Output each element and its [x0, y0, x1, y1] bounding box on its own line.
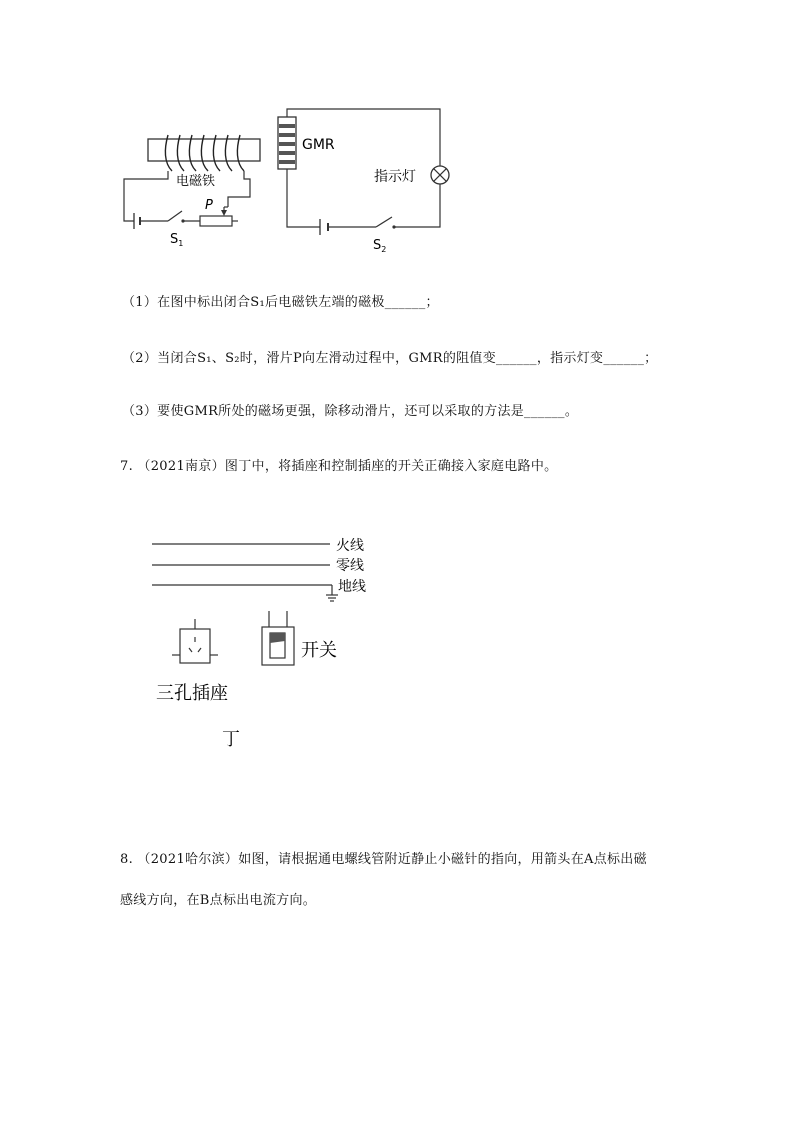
- question-7-text: 7. （2021南京）图丁中，将插座和控制插座的开关正确接入家庭电路中。: [120, 459, 558, 474]
- right-circuit-wires: [287, 109, 440, 227]
- socket-label: 三孔插座: [156, 683, 228, 704]
- electromagnet-label: 电磁铁: [176, 174, 216, 189]
- question-6-part-3: （3）要使GMR所处的磁场更强，除移动滑片，还可以采取的方法是______。: [122, 404, 579, 419]
- question-6-part-2: （2）当闭合S₁、S₂时，滑片P向左滑动过程中，GMR的阻值变______，指示灯变______；: [122, 351, 658, 366]
- household-circuit-figure: [140, 525, 400, 755]
- neutral-wire-label: 零线: [336, 558, 364, 574]
- figure-caption: 丁: [222, 729, 240, 750]
- indicator-lamp-label: 指示灯: [374, 169, 416, 185]
- question-6-part-1: （1）在图中标出闭合S₁后电磁铁左端的磁极______；: [122, 295, 439, 310]
- switch-label: 开关: [301, 640, 337, 661]
- question-8-line-1: 8. （2021哈尔滨）如图，请根据通电螺线管附近静止小磁针的指向，用箭头在A点标出磁: [120, 852, 647, 867]
- switch-s1[interactable]: [168, 211, 182, 221]
- live-wire-label: 火线: [336, 538, 364, 554]
- slider-p-label: P: [205, 198, 213, 213]
- gmr-label: GMR: [302, 137, 335, 153]
- electromagnet-circuit-figure: [110, 105, 470, 255]
- switch-s2-label: $S_2$: [373, 238, 387, 254]
- switch-s1-label: $S_1$: [170, 232, 184, 248]
- question-8-line-2: 感线方向，在B点标出电流方向。: [120, 893, 317, 908]
- ground-wire-label: 地线: [338, 579, 366, 595]
- ground-symbol-icon: [326, 585, 338, 601]
- rheostat: [200, 216, 232, 226]
- switch-s2[interactable]: [376, 217, 392, 227]
- wall-switch[interactable]: [262, 611, 294, 665]
